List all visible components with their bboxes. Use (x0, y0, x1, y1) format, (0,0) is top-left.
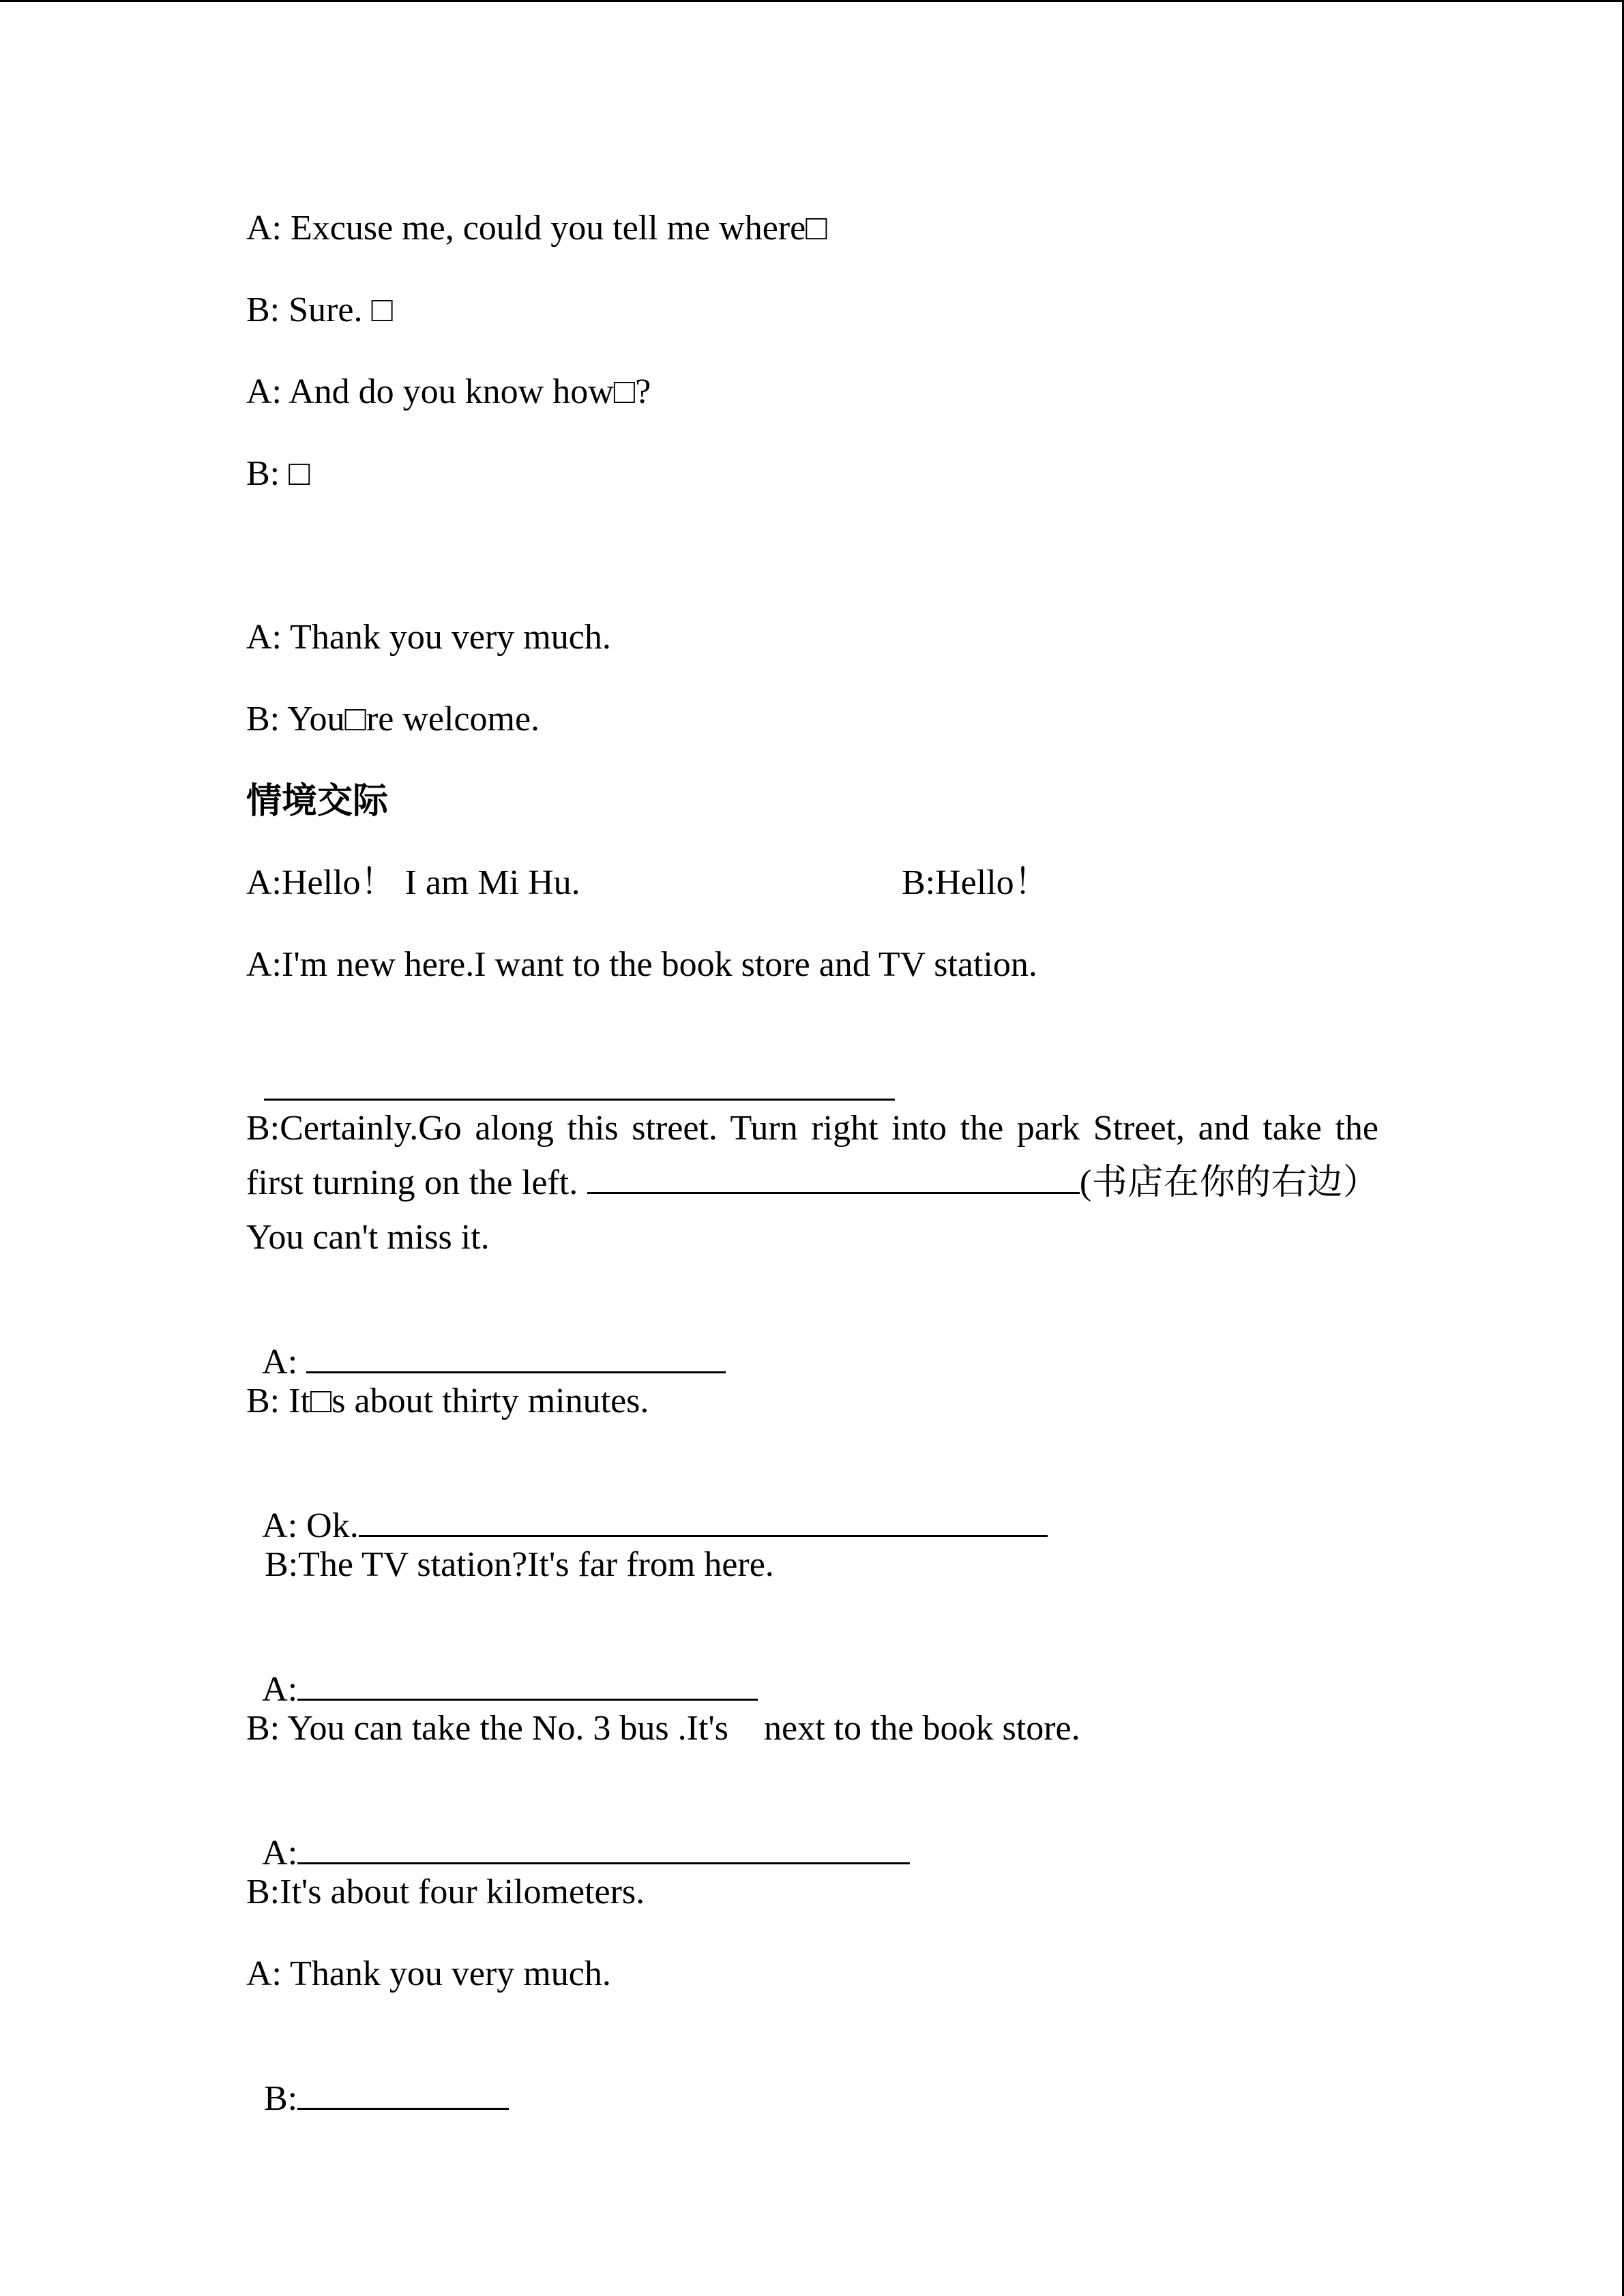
certainly-paragraph (246, 1101, 1378, 1265)
new-here-line: A:I'm new here.I want to the book store and TV station. (246, 945, 1037, 984)
answer-blank-5[interactable] (297, 1667, 758, 1701)
dialogue1-line6: B: You□re welcome. (246, 700, 540, 739)
dialogue1-line4: B: □ (246, 454, 310, 493)
a-label-2: A: (262, 1670, 298, 1709)
b-label-final: B: (264, 2079, 298, 2118)
tv-station-line: B:The TV station?It's far from here. (265, 1545, 774, 1584)
dialogue1-line2: B: Sure. □ (246, 290, 393, 329)
answer-blank-7[interactable] (297, 2076, 509, 2110)
answer-blank-3[interactable] (306, 1340, 726, 1373)
a-label-1: A: (262, 1343, 298, 1382)
bus-line: B: You can take the No. 3 bus .It's next to the book store. (246, 1709, 1080, 1748)
answer-line-1 (246, 1026, 895, 1110)
dialogue1-line3: A: And do you know how□? (246, 372, 651, 411)
answer-blank-4[interactable] (359, 1504, 1048, 1537)
section-title: 情境交际 (246, 781, 389, 822)
hello-b: B:Hello！ (902, 863, 1050, 902)
dialogue1-line1: A: Excuse me, could you tell me where□ (246, 209, 827, 248)
certainly-text: B:Certainly.Go along this street. Turn right into the park Street, and take the first turning on the left. (246, 1109, 1378, 1202)
four-km-line: B:It's about four kilometers. (246, 1873, 645, 1911)
answer-blank-6[interactable] (297, 1831, 910, 1864)
ok-label: A: Ok. (262, 1506, 359, 1545)
hello-a: A:Hello！ I am Mi Hu. (246, 863, 580, 902)
answer-line-5 (246, 1626, 758, 1710)
answer-line-4 (246, 1463, 1048, 1547)
a-label-3: A: (262, 1834, 298, 1873)
answer-line-6 (246, 1790, 910, 1874)
thanks-line: A: Thank you very much. (246, 1954, 611, 1993)
dialogue1-line5: A: Thank you very much. (246, 618, 611, 657)
answer-blank-2[interactable] (587, 1161, 1080, 1194)
answer-line-3 (246, 1299, 726, 1383)
bookstore-hint: (书店在你的右边）You can't miss it. (246, 1163, 1378, 1257)
thirty-minutes-line: B: It□s about thirty minutes. (246, 1382, 649, 1420)
answer-blank-1[interactable] (264, 1067, 895, 1101)
answer-line-7 (246, 2036, 509, 2119)
